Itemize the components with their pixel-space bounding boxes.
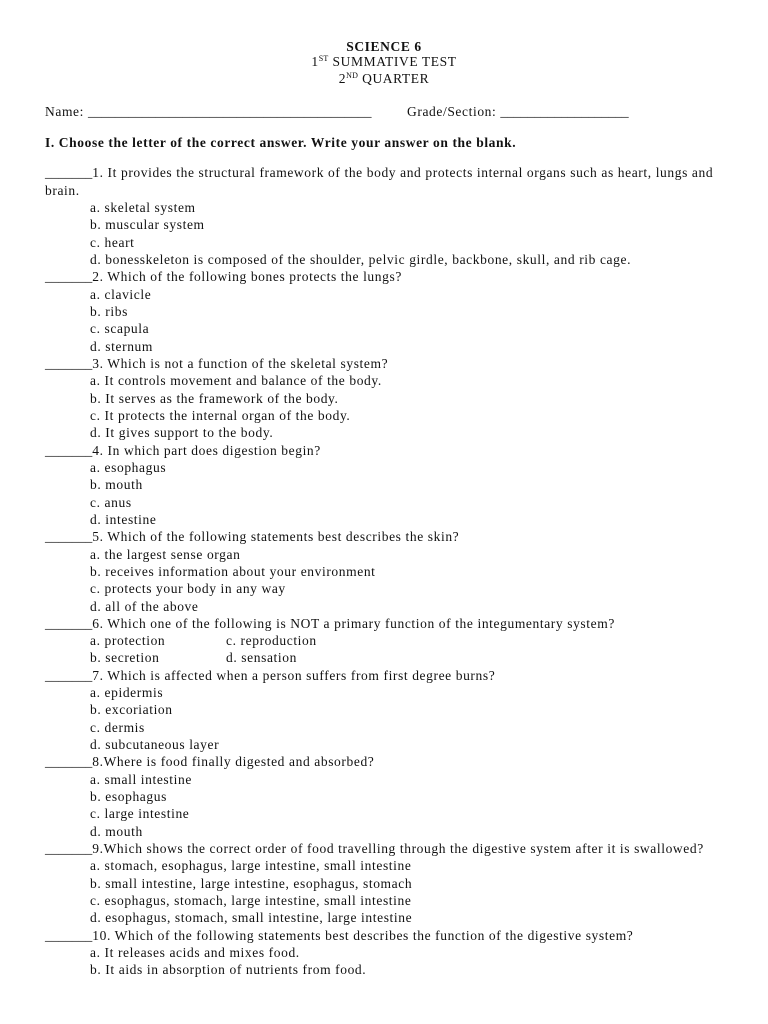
question-text: 4. In which part does digestion begin? — [92, 442, 321, 458]
question-6 — [45, 615, 735, 667]
option-d: d. esophagus, stomach, small intestine, large intestine — [90, 910, 413, 926]
question-1 — [45, 164, 735, 268]
answer-blank: _______ — [45, 841, 93, 857]
grade-section-blank: ___________________ — [500, 104, 629, 120]
quarter-title-text: QUARTER — [362, 71, 430, 86]
option-b: b. muscular system — [90, 217, 205, 233]
test-header — [45, 39, 723, 88]
option-c: c. anus — [90, 494, 132, 510]
option-a: a. protection — [90, 633, 166, 649]
option-a: a. It releases acids and mixes food. — [90, 945, 300, 961]
question-text: 6. Which one of the following is NOT a primary function of the integumentary system? — [92, 615, 615, 631]
option-a: a. It controls movement and balance of the body. — [90, 373, 382, 389]
answer-blank: _______ — [45, 165, 93, 181]
question-5 — [45, 528, 735, 615]
quarter-number: 2 — [338, 71, 347, 86]
question-stem — [45, 268, 735, 285]
question-stem — [45, 442, 735, 459]
question-text: 5. Which of the following statements best describes the skin? — [92, 529, 460, 545]
question-stem — [45, 667, 735, 684]
option-d: d. sternum — [90, 338, 153, 354]
option-d: d. It gives support to the body. — [90, 425, 274, 441]
answer-blank: _______ — [45, 667, 93, 683]
option-b: b. It serves as the framework of the body. — [90, 390, 339, 406]
option-b: b. esophagus — [90, 789, 167, 805]
question-stem — [45, 355, 735, 372]
option-c: c. It protects the internal organ of the body. — [90, 407, 351, 423]
test-title — [45, 54, 723, 71]
question-text: 8.Where is food finally digested and absorbed? — [92, 754, 375, 770]
option-c: c. reproduction — [226, 633, 317, 649]
option-d: d. all of the above — [90, 598, 199, 614]
option-a: a. clavicle — [90, 286, 152, 302]
question-text: 7. Which is affected when a person suffers from first degree burns? — [92, 667, 496, 683]
question-text: 2. Which of the following bones protects the lungs? — [92, 269, 402, 285]
option-a: a. small intestine — [90, 771, 192, 787]
answer-blank: _______ — [45, 615, 93, 631]
question-9 — [45, 840, 735, 927]
option-b: b. mouth — [90, 477, 143, 493]
student-info-row — [45, 103, 735, 120]
grade-section-label: Grade/Section: — [407, 104, 497, 120]
option-d: d. intestine — [90, 511, 157, 527]
option-c: c. dermis — [90, 719, 145, 735]
question-text: 9.Which shows the correct order of food travelling through the digestive system after it is swallowed? — [92, 841, 704, 857]
answer-blank: _______ — [45, 355, 93, 371]
option-a: a. the largest sense organ — [90, 546, 241, 562]
option-b: b. ribs — [90, 303, 128, 319]
section-instruction: I. Choose the letter of the correct answer. Write your answer on the blank. — [45, 135, 517, 151]
option-c: c. scapula — [90, 321, 150, 337]
question-2 — [45, 268, 735, 355]
answer-blank: _______ — [45, 442, 93, 458]
test-number: 1 — [311, 54, 319, 69]
option-a: a. esophagus — [90, 459, 167, 475]
name-blank: __________________________________________ — [88, 104, 372, 120]
question-stem — [45, 528, 735, 545]
option-d: d. sensation — [226, 650, 297, 666]
question-7 — [45, 667, 735, 754]
test-content — [45, 39, 735, 979]
name-label: Name: — [45, 104, 84, 120]
option-d: d. subcutaneous layer — [90, 737, 220, 753]
option-b: b. small intestine, large intestine, esophagus, stomach — [90, 875, 413, 891]
option-b: b. receives information about your environment — [90, 563, 376, 579]
question-stem — [45, 840, 735, 857]
question-stem — [45, 753, 735, 770]
option-b: b. It aids in absorption of nutrients from food. — [90, 962, 367, 978]
option-a: a. epidermis — [90, 685, 164, 701]
test-title-text: SUMMATIVE TEST — [332, 54, 457, 69]
quarter-title — [45, 71, 723, 88]
subject-title: SCIENCE 6 — [346, 39, 422, 54]
option-d: d. bonesskeleton is composed of the shoulder, pelvic girdle, backbone, skull, and rib cage. — [90, 251, 632, 267]
question-list — [45, 164, 735, 978]
option-c: c. esophagus, stomach, large intestine, small intestine — [90, 893, 412, 909]
question-8 — [45, 753, 735, 840]
option-b: b. secretion — [90, 650, 160, 666]
answer-blank: _______ — [45, 754, 93, 770]
question-4 — [45, 442, 735, 529]
question-stem — [45, 164, 735, 199]
option-b: b. excoriation — [90, 702, 173, 718]
question-text: 10. Which of the following statements best describes the function of the digestive system? — [92, 927, 634, 943]
option-a: a. skeletal system — [90, 199, 196, 215]
question-stem — [45, 927, 735, 944]
answer-blank: _______ — [45, 927, 93, 943]
test-number-suffix: ST — [318, 54, 329, 63]
answer-blank: _______ — [45, 529, 93, 545]
option-a: a. stomach, esophagus, large intestine, small intestine — [90, 858, 412, 874]
quarter-number-suffix: ND — [346, 71, 359, 80]
question-text: 1. It provides the structural framework of the body and protects internal organs such as heart, lungs and brain. — [45, 165, 714, 198]
option-grid — [45, 632, 735, 667]
grade-section-field — [407, 103, 629, 120]
question-3 — [45, 355, 735, 442]
answer-blank: _______ — [45, 269, 93, 285]
option-c: c. large intestine — [90, 806, 190, 822]
question-text: 3. Which is not a function of the skeletal system? — [92, 355, 389, 371]
question-10 — [45, 927, 735, 979]
option-c: c. protects your body in any way — [90, 581, 286, 597]
option-c: c. heart — [90, 234, 135, 250]
question-stem — [45, 615, 735, 632]
option-d: d. mouth — [90, 823, 143, 839]
